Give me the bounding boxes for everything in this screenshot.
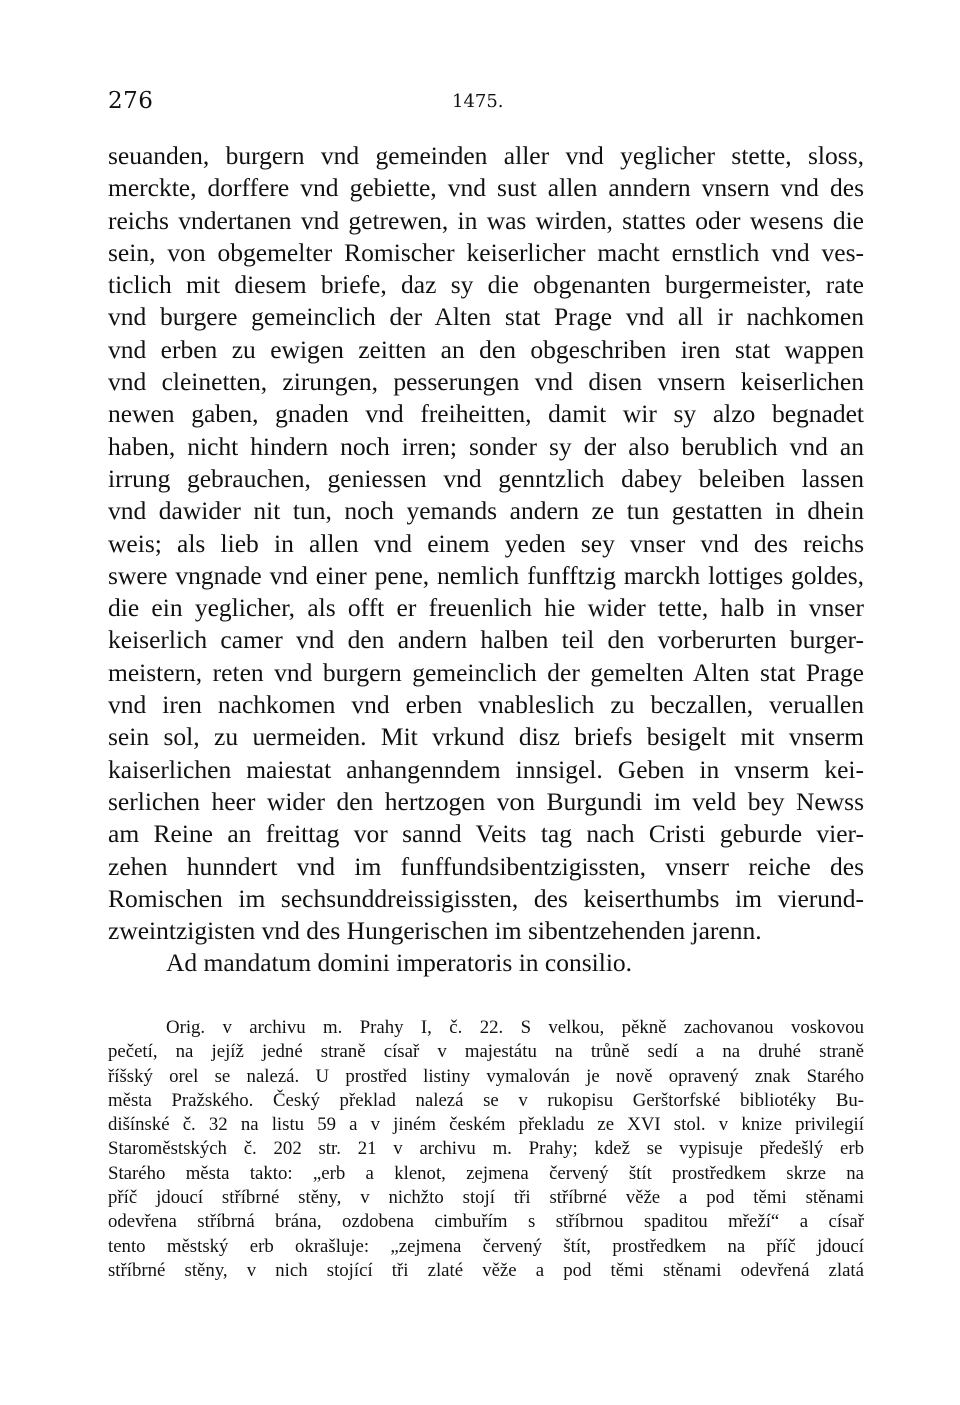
- text-line: die ein yeglicher, als offt er freuenlich hie wider tette, halb in vnser: [108, 593, 864, 623]
- text-line: seuanden, burgern vnd gemeinden aller vnd yeglicher stette, sloss,: [108, 141, 864, 170]
- text-line: vnd burgere gemeinclich der Alten stat Prage vnd all ir nachkomen: [108, 302, 864, 332]
- text-line: sein sol, zu uermeiden. Mit vrkund disz briefs besigelt mit vnserm: [108, 722, 864, 752]
- note-line: tento městský erb okrašluje: „zejmena červený štít, prostředkem na příč jdoucí: [108, 1235, 864, 1257]
- note-line: říšský orel se nalezá. U prostřed listiny vymalován je nově opravený znak Starého: [108, 1065, 864, 1087]
- note-line: pečetí, na jejíž jedné straně císař v majestátu na trůně sedí a na druhé straně: [108, 1041, 864, 1063]
- note-line: odevřena stříbrná brána, ozdobena cimbuřím s stříbrnou spaditou mřeží“ a císař: [108, 1211, 864, 1233]
- text-line: vnd iren nachkomen vnd erben vnableslich zu beczallen, veruallen: [108, 690, 864, 720]
- running-head-year: 1475.: [452, 91, 504, 112]
- text-line: haben, nicht hindern noch irren; sonder sy der also berublich vnd an: [108, 431, 864, 461]
- text-line: sein, von obgemelter Romischer keiserlicher macht ernstlich vnd ves-: [108, 237, 864, 267]
- text-line: swere vngnade vnd einer pene, nemlich funfftzig marckh lottiges goldes,: [108, 560, 864, 590]
- text-line: Romischen im sechsunddreissigissten, des keiserthumbs im vierund-: [108, 883, 864, 913]
- text-line: vnd dawider nit tun, noch yemands andern ze tun gestatten in dhein: [108, 496, 864, 526]
- main-text-block: [108, 140, 864, 980]
- note-line: Orig. v archivu m. Prahy I, č. 22. S velkou, pěkně zachovanou voskovou: [166, 1017, 864, 1038]
- note-line: Staroměstských č. 202 str. 21 v archivu m. Prahy; kdež se vypisuje předešlý erb: [108, 1138, 864, 1160]
- text-line: am Reine an freittag vor sannd Veits tag nach Cristi geburde vier-: [108, 819, 864, 849]
- note-line: dišínské č. 32 na listu 59 a v jiném českém překladu ze XVI stol. v knize privilegií: [108, 1114, 864, 1136]
- archival-note: [108, 1016, 864, 1283]
- text-line: merckte, dorffere vnd gebiette, vnd sust allen anndern vnsern vnd des: [108, 173, 864, 203]
- text-line: reichs vndertanen vnd getrewen, in was wirden, stattes oder wesens die: [108, 205, 864, 235]
- text-line: serlichen heer wider den hertzogen von Burgundi im veld bey Newss: [108, 786, 864, 816]
- closing-formula: Ad mandatum domini imperatoris in consilio.: [166, 948, 633, 978]
- text-line: zweintzigisten vnd des Hungerischen im sibentzehenden jarenn.: [108, 916, 762, 946]
- text-line: newen gaben, gnaden vnd freiheitten, damit wir sy alzo begnadet: [108, 399, 864, 429]
- note-line: stříbrné stěny, v nich stojící tři zlaté věže a pod těmi stěnami odevřená zlatá: [108, 1259, 864, 1281]
- note-line: Starého města takto: „erb a klenot, zejmena červený štít prostředkem skrze na: [108, 1162, 864, 1184]
- text-line: vnd cleinetten, zirungen, pesserungen vnd disen vnsern keiserlichen: [108, 367, 864, 397]
- text-line: ticlich mit diesem briefe, daz sy die obgenanten burgermeister, rate: [108, 270, 864, 300]
- text-line: vnd erben zu ewigen zeitten an den obgeschriben iren stat wappen: [108, 334, 864, 364]
- text-line: keiserlich camer vnd den andern halben teil den vorberurten burger-: [108, 625, 864, 655]
- text-line: kaiserlichen maiestat anhangenndem innsigel. Geben in vnserm kei-: [108, 754, 864, 784]
- text-line: irrung gebrauchen, geniessen vnd genntzlich dabey beleiben lassen: [108, 463, 864, 493]
- note-line: města Pražského. Český překlad nalezá se v rukopisu Gerštorfské bibliotéky Bu-: [108, 1089, 864, 1111]
- text-line: zehen hunndert vnd im funffundsibentzigissten, vnserr reiche des: [108, 851, 864, 881]
- text-line: weis; als lieb in allen vnd einem yeden sey vnser vnd des reichs: [108, 528, 864, 558]
- text-line: meistern, reten vnd burgern gemeinclich der gemelten Alten stat Prage: [108, 657, 864, 687]
- note-line: příč jdoucí stříbrné stěny, v nichžto stojí tři stříbrné věže a pod těmi stěnami: [108, 1187, 864, 1209]
- page-number: 276: [108, 88, 154, 114]
